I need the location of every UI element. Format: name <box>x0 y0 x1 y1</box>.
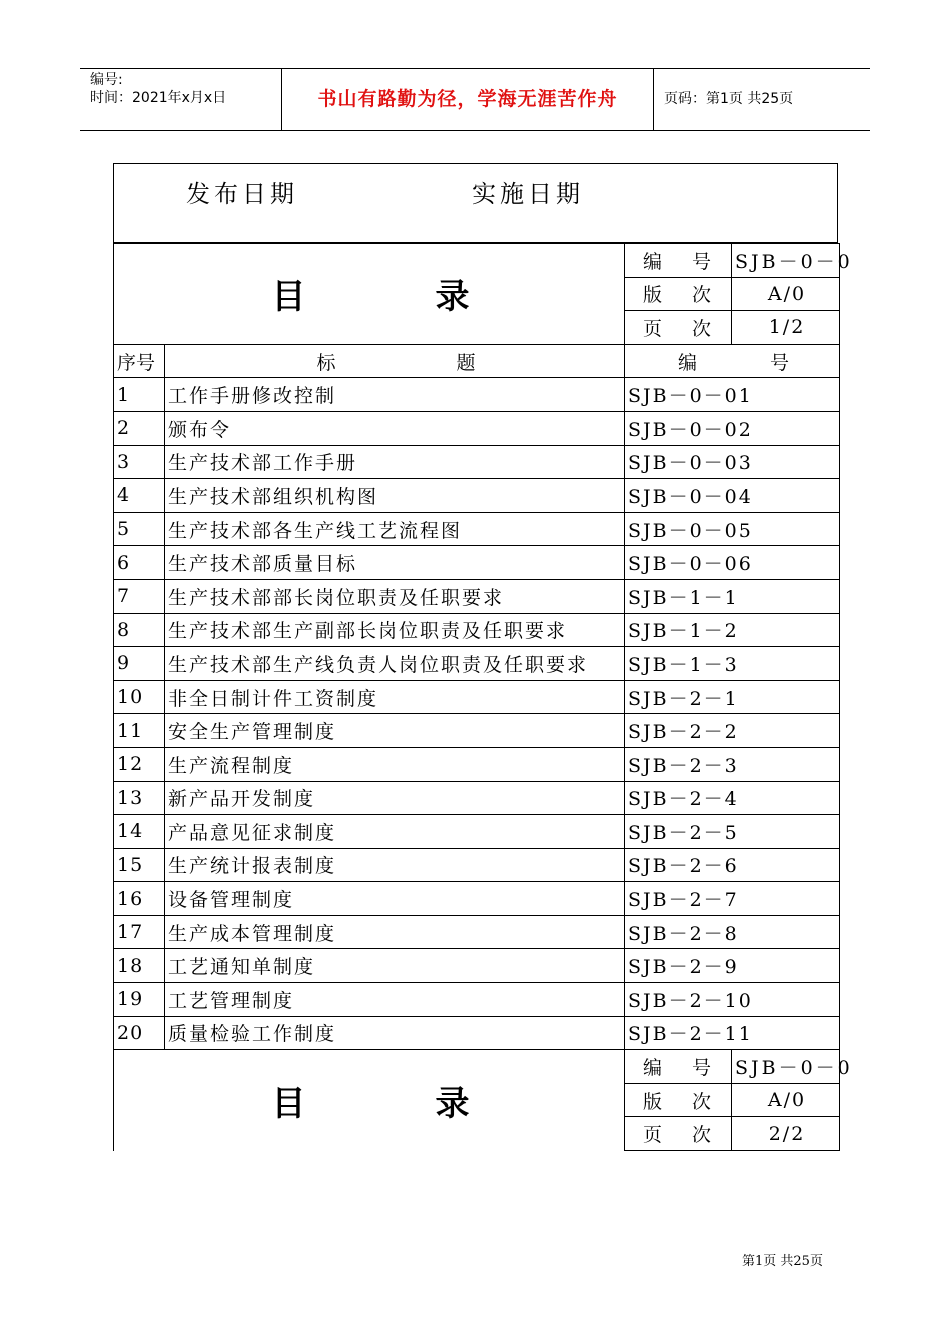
row-code: SJB－1－2 <box>625 613 840 647</box>
table-row <box>114 983 840 1017</box>
doc-number-value: SJB－0－0 <box>732 244 840 278</box>
row-title: 生产技术部生产线负责人岗位职责及任职要求 <box>165 647 625 681</box>
version-label: 版 次 <box>625 277 732 311</box>
table-row <box>114 915 840 949</box>
table-row <box>114 512 840 546</box>
table-row <box>114 479 840 513</box>
table-row <box>114 781 840 815</box>
page-header <box>80 68 870 131</box>
header-motto: 书山有路勤为径，学海无涯苦作舟 <box>317 88 618 110</box>
release-date-label: 发布日期 <box>186 180 298 208</box>
row-title: 工艺通知单制度 <box>165 949 625 983</box>
doc-number-label: 编 号 <box>625 244 732 278</box>
version-value: A/0 <box>732 277 840 311</box>
row-code: SJB－2－8 <box>625 915 840 949</box>
table-row <box>114 546 840 580</box>
row-code: SJB－2－5 <box>625 815 840 849</box>
row-seq: 3 <box>114 445 165 479</box>
document-body <box>113 163 853 1151</box>
row-code: SJB－1－3 <box>625 647 840 681</box>
row-title: 生产技术部工作手册 <box>165 445 625 479</box>
row-title: 新产品开发制度 <box>165 781 625 815</box>
column-header-title-char: 题 <box>456 351 476 374</box>
table-row <box>114 747 840 781</box>
row-seq: 10 <box>114 680 165 714</box>
row-seq: 5 <box>114 512 165 546</box>
row-title: 非全日制计件工资制度 <box>165 680 625 714</box>
row-title: 产品意见征求制度 <box>165 815 625 849</box>
row-title: 生产技术部各生产线工艺流程图 <box>165 512 625 546</box>
row-title: 生产技术部生产副部长岗位职责及任职要求 <box>165 613 625 647</box>
row-code: SJB－2－3 <box>625 747 840 781</box>
row-seq: 4 <box>114 479 165 513</box>
row-seq: 17 <box>114 915 165 949</box>
row-code: SJB－2－11 <box>625 1016 840 1050</box>
row-seq: 18 <box>114 949 165 983</box>
row-seq: 13 <box>114 781 165 815</box>
row-seq: 7 <box>114 579 165 613</box>
table-row <box>114 579 840 613</box>
table-row <box>114 378 840 412</box>
toc-table <box>113 243 853 1151</box>
column-header-seq: 序号 <box>114 344 165 378</box>
version-label: 版 次 <box>625 1083 732 1117</box>
toc-title-right: 录 <box>435 277 470 318</box>
row-code: SJB－0－06 <box>625 546 840 580</box>
column-header-title <box>165 344 625 378</box>
row-code: SJB－2－6 <box>625 848 840 882</box>
row-code: SJB－2－4 <box>625 781 840 815</box>
row-title: 工艺管理制度 <box>165 983 625 1017</box>
row-title: 安全生产管理制度 <box>165 714 625 748</box>
row-title: 设备管理制度 <box>165 882 625 916</box>
toc-title-row <box>114 1050 840 1084</box>
page-value: 1/2 <box>732 311 840 345</box>
toc-title-left: 目 <box>271 277 306 318</box>
page-value: 2/2 <box>732 1117 840 1151</box>
header-page-info: 页码：第1页 共25页 <box>664 91 794 107</box>
doc-number-label: 编 号 <box>625 1050 732 1084</box>
row-code: SJB－2－10 <box>625 983 840 1017</box>
table-row <box>114 613 840 647</box>
row-seq: 1 <box>114 378 165 412</box>
row-seq: 6 <box>114 546 165 580</box>
row-seq: 20 <box>114 1016 165 1050</box>
document-time: 时间：2021年x月x日 <box>90 90 227 106</box>
table-row <box>114 1016 840 1050</box>
row-code: SJB－1－1 <box>625 579 840 613</box>
row-title: 生产流程制度 <box>165 747 625 781</box>
row-code: SJB－2－7 <box>625 882 840 916</box>
column-header-code <box>625 344 840 378</box>
table-row <box>114 680 840 714</box>
toc-title-right: 录 <box>435 1083 470 1124</box>
table-row <box>114 848 840 882</box>
row-seq: 9 <box>114 647 165 681</box>
column-header-row <box>114 344 840 378</box>
table-row <box>114 714 840 748</box>
table-row <box>114 815 840 849</box>
row-seq: 2 <box>114 411 165 445</box>
row-title: 生产技术部组织机构图 <box>165 479 625 513</box>
table-row <box>114 949 840 983</box>
toc-title-row <box>114 244 840 278</box>
row-title: 生产技术部质量目标 <box>165 546 625 580</box>
implement-date-label: 实施日期 <box>472 180 584 208</box>
row-seq: 14 <box>114 815 165 849</box>
column-header-code-char: 编 <box>677 351 697 374</box>
row-code: SJB－0－05 <box>625 512 840 546</box>
row-code: SJB－0－03 <box>625 445 840 479</box>
toc-title <box>114 244 625 345</box>
table-row <box>114 411 840 445</box>
row-code: SJB－0－04 <box>625 479 840 513</box>
version-value: A/0 <box>732 1083 840 1117</box>
row-code: SJB－2－9 <box>625 949 840 983</box>
table-row <box>114 647 840 681</box>
row-title: 颁布令 <box>165 411 625 445</box>
page-label: 页 次 <box>625 1117 732 1151</box>
row-code: SJB－2－2 <box>625 714 840 748</box>
row-title: 生产统计报表制度 <box>165 848 625 882</box>
doc-number-value: SJB－0－0 <box>732 1050 840 1084</box>
row-seq: 19 <box>114 983 165 1017</box>
page-label: 页 次 <box>625 311 732 345</box>
row-code: SJB－0－02 <box>625 411 840 445</box>
table-row <box>114 882 840 916</box>
row-seq: 12 <box>114 747 165 781</box>
row-code: SJB－2－1 <box>625 680 840 714</box>
row-seq: 11 <box>114 714 165 748</box>
column-header-code-char: 号 <box>769 351 789 374</box>
document-code-label: 编号: <box>90 72 123 88</box>
row-title: 生产成本管理制度 <box>165 915 625 949</box>
row-seq: 16 <box>114 882 165 916</box>
row-title: 工作手册修改控制 <box>165 378 625 412</box>
row-code: SJB－0－01 <box>625 378 840 412</box>
header-left-info <box>90 71 280 107</box>
toc-title <box>114 1050 625 1151</box>
release-date-box <box>113 163 838 243</box>
table-row <box>114 445 840 479</box>
row-title: 生产技术部部长岗位职责及任职要求 <box>165 579 625 613</box>
page-footer: 第1页 共25页 <box>742 1254 823 1269</box>
row-seq: 15 <box>114 848 165 882</box>
row-title: 质量检验工作制度 <box>165 1016 625 1050</box>
header-divider <box>653 69 654 130</box>
row-seq: 8 <box>114 613 165 647</box>
toc-title-left: 目 <box>271 1083 306 1124</box>
column-header-title-char: 标 <box>316 351 336 374</box>
